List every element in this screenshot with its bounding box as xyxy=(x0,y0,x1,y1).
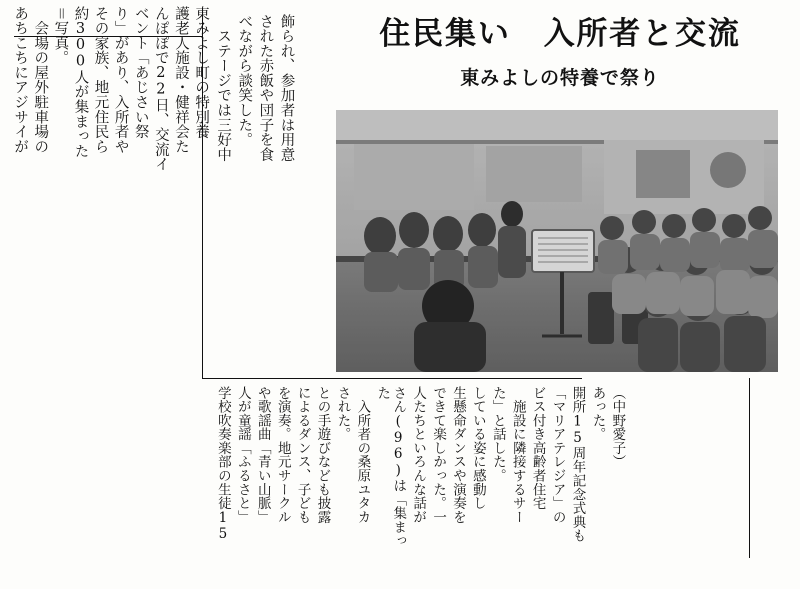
body-column: 人たちといろんな話が xyxy=(410,386,427,524)
body-column: さん(96)は「集まった xyxy=(374,386,407,548)
body-column: 生懸命ダンスや演奏を xyxy=(449,386,466,524)
lead-text-columns xyxy=(8,6,209,366)
body-column: や歌謡曲「青い山脈」 xyxy=(254,386,271,524)
divider-middle-horizontal xyxy=(202,378,582,379)
body-column: 人が童謡「ふるさと」 xyxy=(234,386,251,524)
body-column: 施設に隣接するサー xyxy=(509,386,526,524)
byline-credit-text: （中野愛子） xyxy=(609,386,626,469)
body-column: あった。 xyxy=(589,386,606,442)
lead-column: その家族、地元住民ら xyxy=(92,6,109,154)
byline-credit xyxy=(608,386,624,556)
lead-column: んぽぽで22日、交流イ xyxy=(152,6,169,172)
body-column: によるダンス、子ども xyxy=(294,386,311,524)
article-photo xyxy=(336,110,778,372)
body-column: との手遊びなども披露 xyxy=(314,386,331,524)
headline-main: 住民集い 入所者と交流 xyxy=(379,16,741,52)
divider-right-vertical xyxy=(749,378,750,558)
body-column: 「マリアテレジア」の xyxy=(549,386,566,524)
headline-block xyxy=(330,16,790,90)
middle-column: ステージでは三好中 xyxy=(215,14,232,162)
lead-column: あちこちにアジサイが xyxy=(12,6,29,154)
body-column: できて楽しかった。一 xyxy=(430,386,447,524)
lead-column: ＝写真。 xyxy=(52,6,69,66)
lead-column: ベント「あじさい祭 xyxy=(132,6,149,140)
lead-column: 護老人施設・健祥会た xyxy=(172,6,189,154)
middle-text-columns xyxy=(210,14,294,372)
body-column: 開所15周年記念式典も xyxy=(569,386,586,543)
middle-column: 飾られ、参加者は用意 xyxy=(278,14,295,162)
lead-column: り」があり、入所者や xyxy=(112,6,129,154)
lead-column: 東みよし町の特別養 xyxy=(193,6,210,140)
body-column: された。 xyxy=(334,386,351,442)
body-column: 入所者の桑原ユタカ xyxy=(354,386,371,524)
body-column: を演奏。地元サークル xyxy=(274,386,291,524)
body-text-columns xyxy=(210,386,624,562)
body-column: 学校吹奏楽部の生徒15 xyxy=(214,386,231,543)
body-column: している姿に感動し xyxy=(469,386,486,510)
body-column: ビス付き高齢者住宅 xyxy=(529,386,546,510)
middle-column: べながら談笑した。 xyxy=(236,14,253,148)
body-column: た」と話した。 xyxy=(489,386,506,483)
headline-sub: 東みよしの特養で祭り xyxy=(460,67,660,90)
lead-column: 約300人が集まった xyxy=(72,6,89,159)
middle-column: された赤飯や団子を食 xyxy=(257,14,274,162)
lead-column: 会場の屋外駐車場の xyxy=(32,6,49,154)
